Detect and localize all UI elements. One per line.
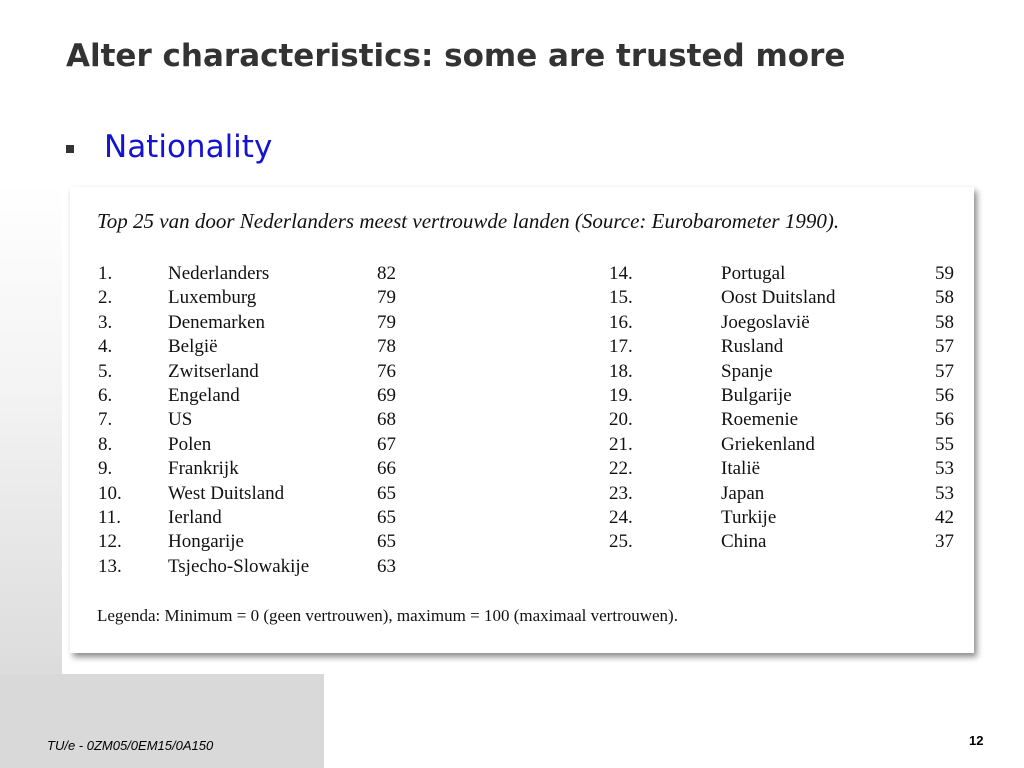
trust-score: 82 bbox=[377, 263, 396, 284]
trust-score: 42 bbox=[935, 506, 954, 528]
rank-number: 23. bbox=[609, 482, 633, 504]
country-name: China bbox=[721, 531, 767, 553]
country-name: Japan bbox=[721, 482, 765, 504]
rank-number: 7. bbox=[98, 409, 113, 431]
ranking-row bbox=[609, 262, 954, 286]
ranking-row bbox=[98, 555, 398, 579]
ranking-row bbox=[609, 506, 954, 530]
country-name: US bbox=[168, 409, 193, 431]
country-name: Engeland bbox=[168, 384, 240, 406]
country-name: Hongarije bbox=[168, 531, 244, 553]
rank-number: 17. bbox=[609, 336, 633, 358]
rank-number: 11. bbox=[98, 506, 122, 528]
ranking-column-right bbox=[609, 262, 954, 555]
rank-number: 9. bbox=[98, 458, 113, 480]
trust-score: 56 bbox=[935, 384, 954, 406]
rank-number: 13. bbox=[98, 555, 122, 577]
country-name: Turkije bbox=[721, 506, 777, 528]
country-name: Tsjecho-Slowakije bbox=[168, 555, 310, 577]
ranking-row bbox=[98, 482, 398, 506]
trust-score: 63 bbox=[377, 555, 396, 577]
country-name: West Duitsland bbox=[168, 482, 285, 504]
rank-number: 5. bbox=[98, 360, 113, 382]
ranking-row bbox=[609, 433, 954, 457]
country-name: Joegoslavië bbox=[721, 311, 810, 333]
country-name: Oost Duitsland bbox=[721, 287, 836, 309]
country-name: Bulgarije bbox=[721, 384, 792, 406]
ranking-row bbox=[98, 433, 398, 457]
rank-number: 15. bbox=[609, 287, 633, 309]
ranking-row bbox=[98, 530, 398, 554]
country-name: Ierland bbox=[168, 506, 222, 528]
decorative-side-band bbox=[0, 182, 62, 674]
rank-number: 3. bbox=[98, 311, 113, 333]
trust-score: 67 bbox=[377, 433, 396, 455]
rank-number: 22. bbox=[609, 458, 633, 480]
trust-score: 53 bbox=[935, 482, 954, 504]
table-legend: Legenda: Minimum = 0 (geen vertrouwen), maximum = 100 (maximaal vertrouwen). bbox=[97, 606, 678, 625]
country-name: België bbox=[168, 336, 218, 358]
ranking-row bbox=[98, 335, 398, 359]
country-name: Italië bbox=[721, 458, 761, 480]
trust-score: 79 bbox=[377, 311, 396, 333]
footer-course-code: TU/e - 0ZM05/0EM15/0A150 bbox=[47, 738, 214, 753]
footer-corner-panel bbox=[0, 674, 324, 768]
rank-number: 4. bbox=[98, 336, 113, 358]
ranking-column-left bbox=[98, 262, 398, 579]
ranking-row bbox=[98, 506, 398, 530]
trust-ranking-table bbox=[70, 187, 974, 653]
trust-score: 59 bbox=[935, 263, 954, 284]
rank-number: 1. bbox=[98, 263, 113, 284]
ranking-row bbox=[98, 457, 398, 481]
country-name: Nederlanders bbox=[168, 263, 270, 284]
ranking-row bbox=[609, 286, 954, 310]
country-name: Denemarken bbox=[168, 311, 266, 333]
trust-score: 65 bbox=[377, 506, 396, 528]
trust-score: 57 bbox=[935, 360, 954, 382]
rank-number: 16. bbox=[609, 311, 633, 333]
ranking-row bbox=[609, 311, 954, 335]
rank-number: 8. bbox=[98, 433, 113, 455]
table-caption: Top 25 van door Nederlanders meest vertrouwde landen (Source: Eurobarometer 1990). bbox=[97, 209, 840, 233]
trust-score: 65 bbox=[377, 531, 396, 553]
ranking-row bbox=[609, 457, 954, 481]
trust-score: 56 bbox=[935, 409, 954, 431]
rank-number: 21. bbox=[609, 433, 633, 455]
rank-number: 14. bbox=[609, 263, 633, 284]
rank-number: 18. bbox=[609, 360, 633, 382]
rank-number: 6. bbox=[98, 384, 113, 406]
country-name: Frankrijk bbox=[168, 458, 239, 480]
rank-number: 10. bbox=[98, 482, 122, 504]
trust-score: 65 bbox=[377, 482, 396, 504]
trust-score: 55 bbox=[935, 433, 954, 455]
trust-score: 69 bbox=[377, 384, 396, 406]
ranking-row bbox=[98, 262, 398, 286]
page-number: 12 bbox=[969, 733, 984, 748]
country-name: Polen bbox=[168, 433, 212, 455]
rank-number: 20. bbox=[609, 409, 633, 431]
trust-score: 53 bbox=[935, 458, 954, 480]
trust-score: 78 bbox=[377, 336, 396, 358]
ranking-row bbox=[98, 360, 398, 384]
ranking-row bbox=[609, 530, 954, 554]
trust-score: 57 bbox=[935, 336, 954, 358]
bullet-square-icon bbox=[66, 145, 74, 153]
slide-title: Alter characteristics: some are trusted more bbox=[66, 38, 846, 74]
country-name: Luxemburg bbox=[168, 287, 257, 309]
country-name: Roemenie bbox=[721, 409, 799, 431]
rank-number: 24. bbox=[609, 506, 633, 528]
ranking-row bbox=[98, 384, 398, 408]
country-name: Rusland bbox=[721, 336, 784, 358]
ranking-row bbox=[609, 384, 954, 408]
country-name: Spanje bbox=[721, 360, 773, 382]
rank-number: 25. bbox=[609, 531, 633, 553]
country-name: Griekenland bbox=[721, 433, 815, 455]
rank-number: 2. bbox=[98, 287, 113, 309]
ranking-row bbox=[609, 360, 954, 384]
trust-score: 76 bbox=[377, 360, 396, 382]
ranking-row bbox=[609, 335, 954, 359]
bullet-text: Nationality bbox=[104, 129, 273, 165]
trust-score: 37 bbox=[935, 531, 954, 553]
trust-score: 68 bbox=[377, 409, 396, 431]
rank-number: 19. bbox=[609, 384, 633, 406]
rank-number: 12. bbox=[98, 531, 122, 553]
country-name: Zwitserland bbox=[168, 360, 259, 382]
country-name: Portugal bbox=[721, 263, 786, 284]
ranking-row bbox=[98, 311, 398, 335]
ranking-row bbox=[98, 408, 398, 432]
trust-score: 79 bbox=[377, 287, 396, 309]
ranking-row bbox=[609, 408, 954, 432]
trust-score: 66 bbox=[377, 458, 396, 480]
trust-score: 58 bbox=[935, 287, 954, 309]
trust-score: 58 bbox=[935, 311, 954, 333]
ranking-row bbox=[98, 286, 398, 310]
ranking-row bbox=[609, 482, 954, 506]
